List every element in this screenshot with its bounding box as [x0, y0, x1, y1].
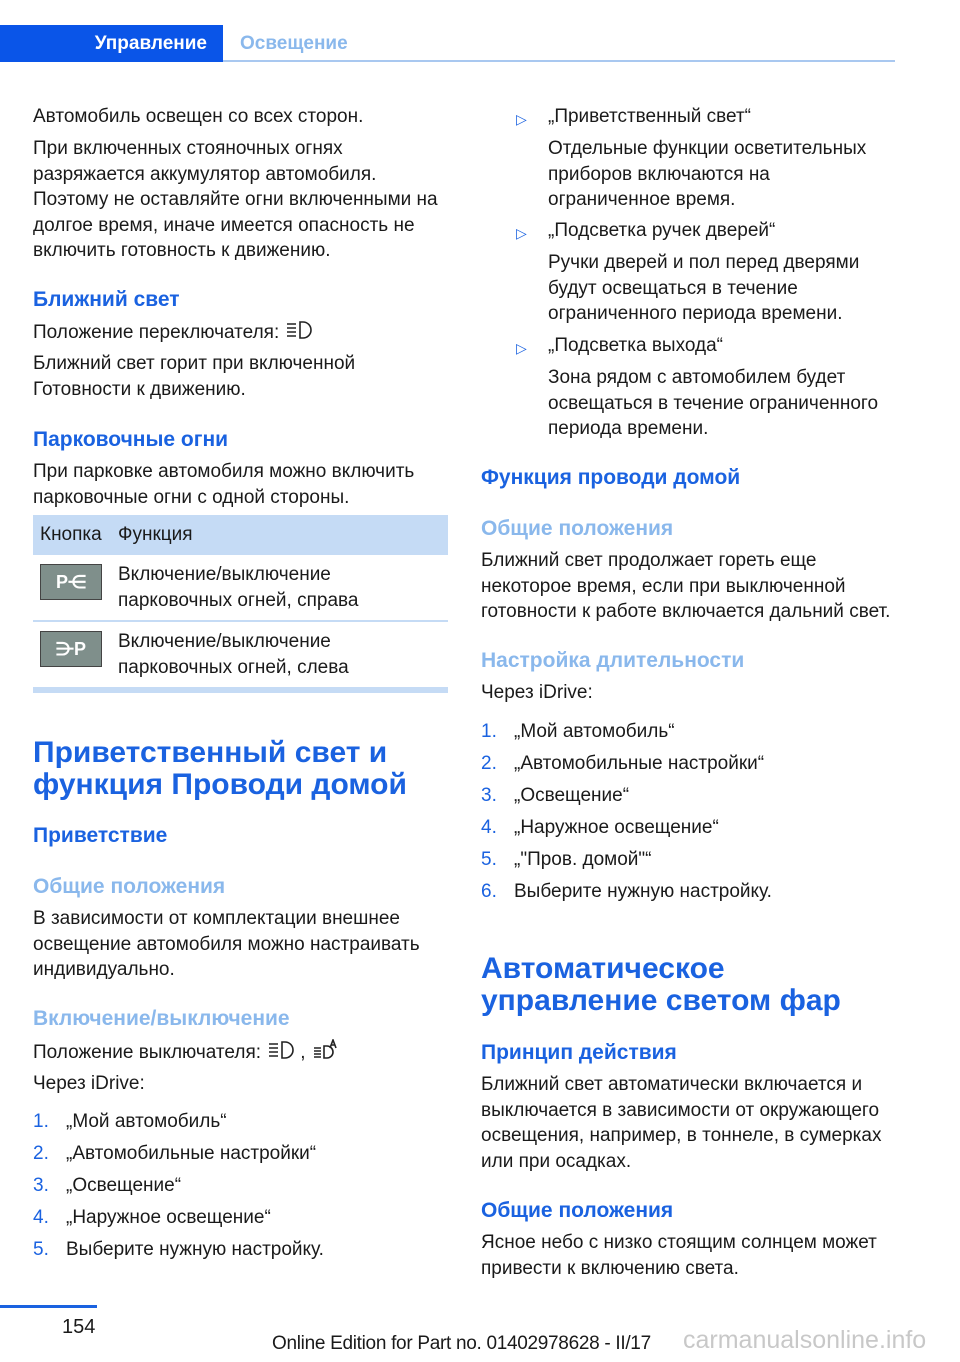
triangle-bullet-icon: ▷: [516, 225, 527, 241]
edition-text: Online Edition for Part no. 01402978628 - II/17: [272, 1333, 651, 1354]
paragraph: При парковке автомобиля можно включить парковочные огни с одной стороны.: [33, 461, 415, 508]
steps-list: [33, 1109, 453, 1269]
header-divider: [223, 60, 895, 62]
subsection-heading: Общие положения: [33, 875, 226, 898]
bullet-title: „Подсветка выхода“: [548, 335, 723, 356]
paragraph: Автомобиль освещен со всех сторон.: [33, 106, 364, 127]
chapter-heading: Автоматическое управление светом фар: [481, 952, 841, 1017]
list-item: 5. Выберите нужную настройку.: [33, 1239, 324, 1260]
section-heading: Принцип действия: [481, 1041, 677, 1064]
triangle-bullet-icon: ▷: [516, 111, 527, 127]
watermark: carmanualsonline.info: [683, 1326, 927, 1354]
page-number: 154: [62, 1316, 96, 1338]
paragraph: Ясное небо с низко стоящим солнцем может привести к включению света.: [481, 1232, 877, 1279]
list-item: 3. „Освещение“: [481, 785, 630, 806]
list-item: 6. Выберите нужную настройку.: [481, 881, 772, 902]
paragraph: Ближний свет горит при включенной Готовности к движению.: [33, 353, 356, 400]
list-item: 2. „Автомобильные настройки“: [33, 1143, 317, 1164]
auto-headlight-icon: [312, 1039, 340, 1069]
column-header: Функция: [111, 515, 448, 555]
subsection-heading: Включение/выключение: [33, 1007, 290, 1030]
subsection-heading: Настройка длительности: [481, 649, 745, 672]
paragraph: Через iDrive:: [33, 1073, 145, 1094]
parking-light-right-button-icon: P⋲: [40, 564, 102, 600]
low-beam-icon: [285, 319, 313, 349]
separator: ,: [300, 1042, 306, 1063]
footer-accent-line: [0, 1305, 97, 1308]
table-row: [33, 621, 448, 690]
list-item: 4. „Наружное освещение“: [481, 817, 719, 838]
bullet-title: „Приветственный свет“: [548, 106, 751, 127]
subsection-heading: Общие положения: [481, 517, 674, 540]
parking-light-left-button-icon: ⋺P: [40, 631, 102, 667]
list-item: 2. „Автомобильные настройки“: [481, 753, 765, 774]
bullet-title: „Подсветка ручек дверей“: [548, 220, 776, 241]
list-item: 3. „Освещение“: [33, 1175, 182, 1196]
list-item: 1. „Мой автомобиль“: [481, 721, 675, 742]
cell-text: Включение/выключение парковочных огней, справа: [111, 555, 448, 621]
switch-position-line: [33, 1039, 453, 1069]
bullet-text: Ручки дверей и пол перед дверями будут освещаться в течение ограниченного периода времени.: [548, 252, 860, 324]
paragraph: Через iDrive:: [481, 682, 593, 703]
table-row: [33, 555, 448, 621]
list-item: 1. „Мой автомобиль“: [33, 1111, 227, 1132]
chapter-heading: Приветственный свет и функция Проводи домой: [33, 736, 407, 801]
low-beam-icon: [267, 1039, 295, 1069]
bullet-text: Зона рядом с автомобилем будет освещаться в течение ограниченного периода времени.: [548, 367, 879, 439]
paragraph: Ближний свет автоматически включается и выключается в зависимости от окружающего освещения, например, в тоннеле, в сумерках или при осадках.: [481, 1074, 882, 1172]
list-item: 5. „"Пров. домой"“: [481, 849, 652, 870]
cell-text: Включение/выключение парковочных огней, слева: [111, 621, 448, 690]
paragraph: В зависимости от комплектации внешнее освещение автомобиля можно настраивать индивидуально.: [33, 908, 420, 980]
section-heading: Функция проводи домой: [481, 466, 741, 489]
column-header: Кнопка: [33, 515, 111, 555]
paragraph: Ближний свет продолжает гореть еще некоторое время, если при выключенной готовности к работе включается дальний свет.: [481, 550, 891, 622]
label: Положение переключателя:: [33, 322, 280, 343]
tab-lighting[interactable]: Освещение: [240, 33, 348, 54]
section-heading: Парковочные огни: [33, 428, 229, 451]
paragraph: При включенных стояночных огнях разряжается аккумулятор автомобиля. Поэтому не оставляйте огни включенными на долгое время, иначе имеется опасность не включить готовность к движению.: [33, 138, 438, 261]
switch-position-line: [33, 319, 453, 349]
triangle-bullet-icon: ▷: [516, 340, 527, 356]
bullet-text: Отдельные функции осветительных приборов включаются на ограниченное время.: [548, 138, 867, 210]
section-heading: Общие положения: [481, 1199, 674, 1222]
steps-list: [481, 719, 896, 911]
section-heading: Ближний свет: [33, 288, 180, 311]
list-item: 4. „Наружное освещение“: [33, 1207, 271, 1228]
section-heading: Приветствие: [33, 824, 168, 847]
label: Положение выключателя:: [33, 1042, 262, 1063]
parking-lights-table: [33, 515, 448, 693]
tab-controls[interactable]: Управление: [0, 25, 223, 62]
